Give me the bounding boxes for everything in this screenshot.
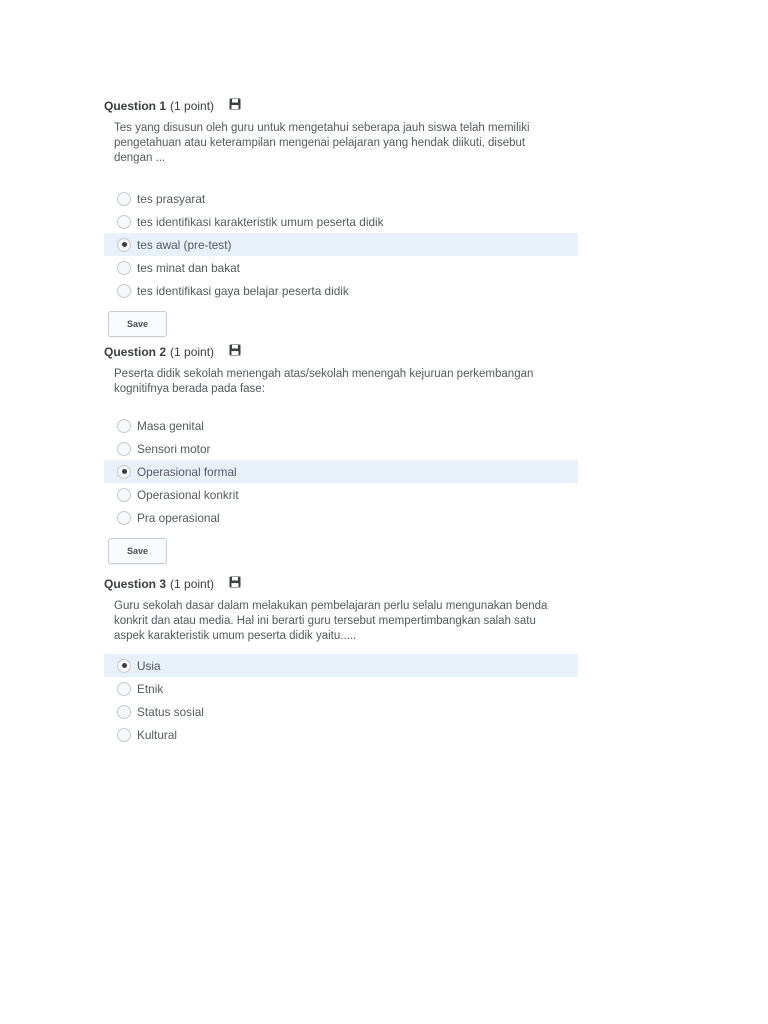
floppy-disk-icon[interactable] (229, 344, 241, 356)
answer-option[interactable] (104, 187, 578, 210)
question-points: (1 point) (170, 99, 215, 113)
radio-dot (122, 469, 127, 474)
radio-button[interactable] (117, 215, 131, 229)
question-header (104, 342, 578, 362)
answer-option[interactable] (104, 210, 578, 233)
option-label: tes awal (pre-test) (137, 237, 232, 252)
answer-option-selected[interactable] (104, 233, 578, 256)
floppy-disk-icon[interactable] (229, 98, 241, 110)
answer-option-selected[interactable] (104, 460, 578, 483)
radio-button-checked[interactable] (117, 238, 131, 252)
save-button[interactable]: Save (108, 311, 167, 337)
option-label: tes prasyarat (137, 191, 206, 206)
answer-option[interactable] (104, 437, 578, 460)
option-label: tes minat dan bakat (137, 260, 240, 275)
radio-button[interactable] (117, 261, 131, 275)
radio-button[interactable] (117, 511, 131, 525)
radio-button[interactable] (117, 442, 131, 456)
quiz-container (104, 96, 578, 746)
question-text: Guru sekolah dasar dalam melakukan pembelajaran perlu selalu mengunakan benda konkrit dan atau media. Hal ini berarti guru tersebut mempertimbangkan salah satu aspek karakteristik umum peserta didik yaitu..... (114, 600, 548, 642)
option-label: Etnik (137, 681, 164, 696)
answer-option[interactable] (104, 677, 578, 700)
answer-option[interactable] (104, 256, 578, 279)
question-text: Tes yang disusun oleh guru untuk mengetahui seberapa jauh siswa telah memiliki pengetahuan atau keterampilan mengenai pelajaran yang hendak diikuti, disebut dengan ... (114, 122, 530, 164)
option-label: Sensori motor (137, 441, 211, 456)
radio-button[interactable] (117, 682, 131, 696)
option-label: Usia (137, 658, 161, 673)
question-2 (104, 342, 578, 574)
answer-option[interactable] (104, 506, 578, 529)
floppy-disk-icon[interactable] (229, 576, 241, 588)
question-title: Question 2 (104, 345, 167, 359)
question-header (104, 574, 578, 594)
option-label: Operasional formal (137, 464, 237, 479)
radio-button[interactable] (117, 419, 131, 433)
answer-option[interactable] (104, 700, 578, 723)
question-header (104, 96, 578, 116)
option-label: Status sosial (137, 704, 204, 719)
radio-dot (122, 663, 127, 668)
question-text: Peserta didik sekolah menengah atas/sekolah menengah kejuruan perkembangan kognitifnya berada pada fase: (114, 368, 534, 395)
radio-button[interactable] (117, 488, 131, 502)
option-label: Masa genital (137, 418, 204, 433)
question-1 (104, 96, 578, 342)
radio-button[interactable] (117, 705, 131, 719)
question-points: (1 point) (170, 345, 215, 359)
answer-option[interactable] (104, 414, 578, 437)
answer-options (104, 654, 578, 746)
option-label: Kultural (137, 727, 177, 742)
question-points: (1 point) (170, 577, 215, 591)
save-button[interactable]: Save (108, 538, 167, 564)
option-label: Operasional konkrit (137, 487, 239, 502)
radio-button-checked[interactable] (117, 465, 131, 479)
radio-dot (122, 242, 127, 247)
question-title: Question 1 (104, 99, 167, 113)
question-3 (104, 574, 578, 746)
option-label: tes identifikasi gaya belajar peserta didik (137, 283, 349, 298)
answer-option[interactable] (104, 483, 578, 506)
question-title: Question 3 (104, 577, 167, 591)
radio-button[interactable] (117, 284, 131, 298)
radio-button[interactable] (117, 192, 131, 206)
answer-option[interactable] (104, 279, 578, 302)
option-label: Pra operasional (137, 510, 220, 525)
answer-options (104, 414, 578, 529)
answer-option-selected[interactable] (104, 654, 578, 677)
radio-button[interactable] (117, 728, 131, 742)
answer-option[interactable] (104, 723, 578, 746)
radio-button-checked[interactable] (117, 659, 131, 673)
option-label: tes identifikasi karakteristik umum peserta didik (137, 214, 384, 229)
answer-options (104, 187, 578, 302)
